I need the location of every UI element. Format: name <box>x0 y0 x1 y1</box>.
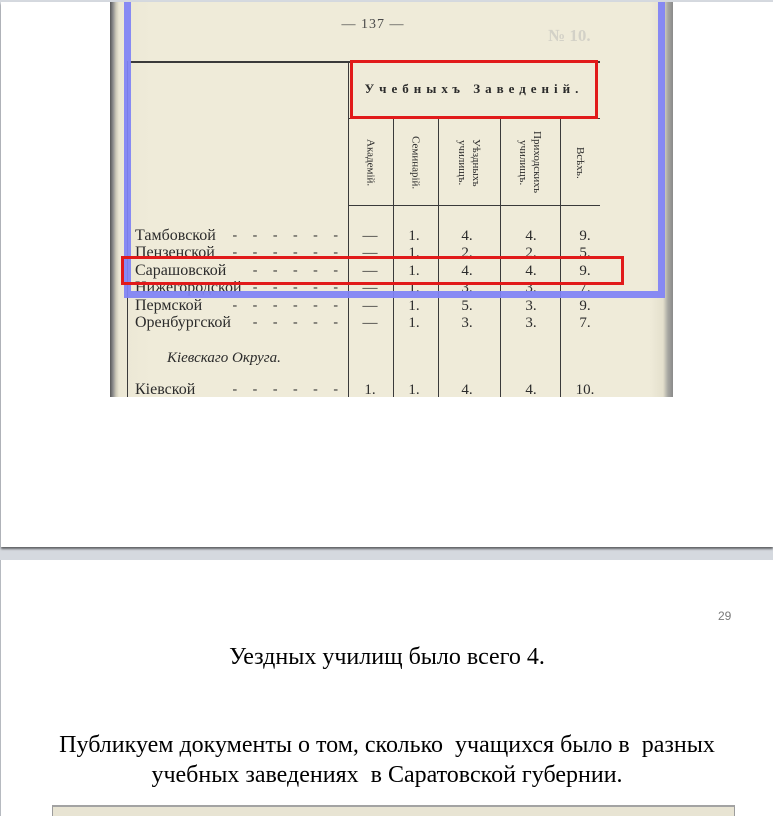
document-page-1 <box>1 2 773 547</box>
table-row <box>110 243 673 263</box>
cell-seminaries: 1. <box>408 382 420 397</box>
dot-leader: - - - - - - <box>232 298 344 313</box>
column-header-line: училищъ. <box>456 139 468 186</box>
dot-leader: - - - - - <box>252 315 344 330</box>
cell-academies: — <box>362 263 378 279</box>
cell-academies: — <box>362 228 378 244</box>
paragraph-line: учебных заведениях в Саратовской губернии. <box>151 762 623 788</box>
column-header-line: Академій. <box>364 138 377 187</box>
table-row <box>110 278 673 298</box>
cell-district-schools: 3. <box>461 280 473 296</box>
province-name: Пермской <box>135 297 203 314</box>
column-header-total <box>560 121 600 204</box>
province-name: Нижегородской <box>135 279 242 296</box>
cell-parish-schools: 4. <box>525 228 537 244</box>
dot-leader: - - - - - <box>252 280 344 295</box>
cell-total: 9. <box>579 298 591 314</box>
cell-seminaries: 1. <box>408 298 420 314</box>
cell-district-schools: 3. <box>461 315 473 331</box>
column-header-academies <box>348 121 393 204</box>
column-header-line: Уѣздныхъ <box>470 138 482 187</box>
district-section-title: Кіевскаго Округа. <box>167 350 281 366</box>
cell-academies: — <box>362 298 378 314</box>
province-name: Тамбовской <box>135 227 216 244</box>
table-top-rule <box>130 61 600 63</box>
cell-seminaries: 1. <box>408 228 420 244</box>
cell-academies: 1. <box>364 382 376 397</box>
page-number: 29 <box>718 609 732 623</box>
cell-total: 5. <box>579 245 591 261</box>
cell-academies: — <box>362 245 378 261</box>
cell-parish-schools: 3. <box>525 298 537 314</box>
cell-seminaries: 1. <box>408 280 420 296</box>
cell-parish-schools: 3. <box>525 280 537 296</box>
cell-parish-schools: 4. <box>525 382 537 397</box>
cell-academies: — <box>362 280 378 296</box>
cell-district-schools: 5. <box>461 298 473 314</box>
cell-total: 7. <box>579 280 591 296</box>
cell-district-schools: 2. <box>461 245 473 261</box>
cell-parish-schools: 4. <box>525 263 537 279</box>
column-header-line: училищъ. <box>517 139 529 186</box>
cell-academies: — <box>362 315 378 331</box>
dot-leader: - - - - - - <box>232 228 344 243</box>
statement-paragraph: Уездных училищ было всего 4. <box>229 644 545 670</box>
cell-total: 10. <box>575 382 595 397</box>
cell-seminaries: 1. <box>408 245 420 261</box>
province-name: Кіевской <box>135 381 196 397</box>
table-row <box>110 313 673 333</box>
cell-district-schools: 4. <box>461 228 473 244</box>
province-name: Пензенской <box>135 244 215 261</box>
column-header-line: Всѣхъ. <box>574 146 586 179</box>
column-header-parish-schools <box>500 121 560 204</box>
column-header-district-schools <box>438 121 500 204</box>
cell-parish-schools: 3. <box>525 315 537 331</box>
paragraph-line: Публикуем документы о том, сколько учащихся было в разных <box>59 732 715 758</box>
province-name: Оренбургской <box>135 314 231 331</box>
cell-total: 7. <box>579 315 591 331</box>
cell-total: 9. <box>579 263 591 279</box>
bleed-through-mark: № 10. <box>548 26 591 45</box>
column-group-header: Учебныхъ Заведеній. <box>364 81 584 96</box>
table-row <box>110 380 673 397</box>
cell-seminaries: 1. <box>408 263 420 279</box>
cell-total: 9. <box>579 228 591 244</box>
cell-parish-schools: 2. <box>525 245 537 261</box>
scan-page-marker: — 137 — <box>341 17 405 32</box>
dot-leader: - - - - - - <box>232 245 344 260</box>
scanned-document-image <box>52 805 735 816</box>
dot-leader: - - - - - <box>252 263 344 278</box>
column-header-line: Приходскихъ <box>531 131 543 194</box>
province-name: Сарашовской <box>135 262 227 279</box>
dot-leader: - - - - - - <box>232 382 344 397</box>
column-header-seminaries <box>393 121 438 204</box>
header-group-rule <box>348 118 600 119</box>
cell-seminaries: 1. <box>408 315 420 331</box>
column-header-line: Семинарій. <box>409 135 422 190</box>
cell-district-schools: 4. <box>461 263 473 279</box>
cell-district-schools: 4. <box>461 382 473 397</box>
scanned-table-image <box>110 2 673 397</box>
header-bottom-rule <box>348 205 600 206</box>
document-page-2 <box>1 560 773 816</box>
